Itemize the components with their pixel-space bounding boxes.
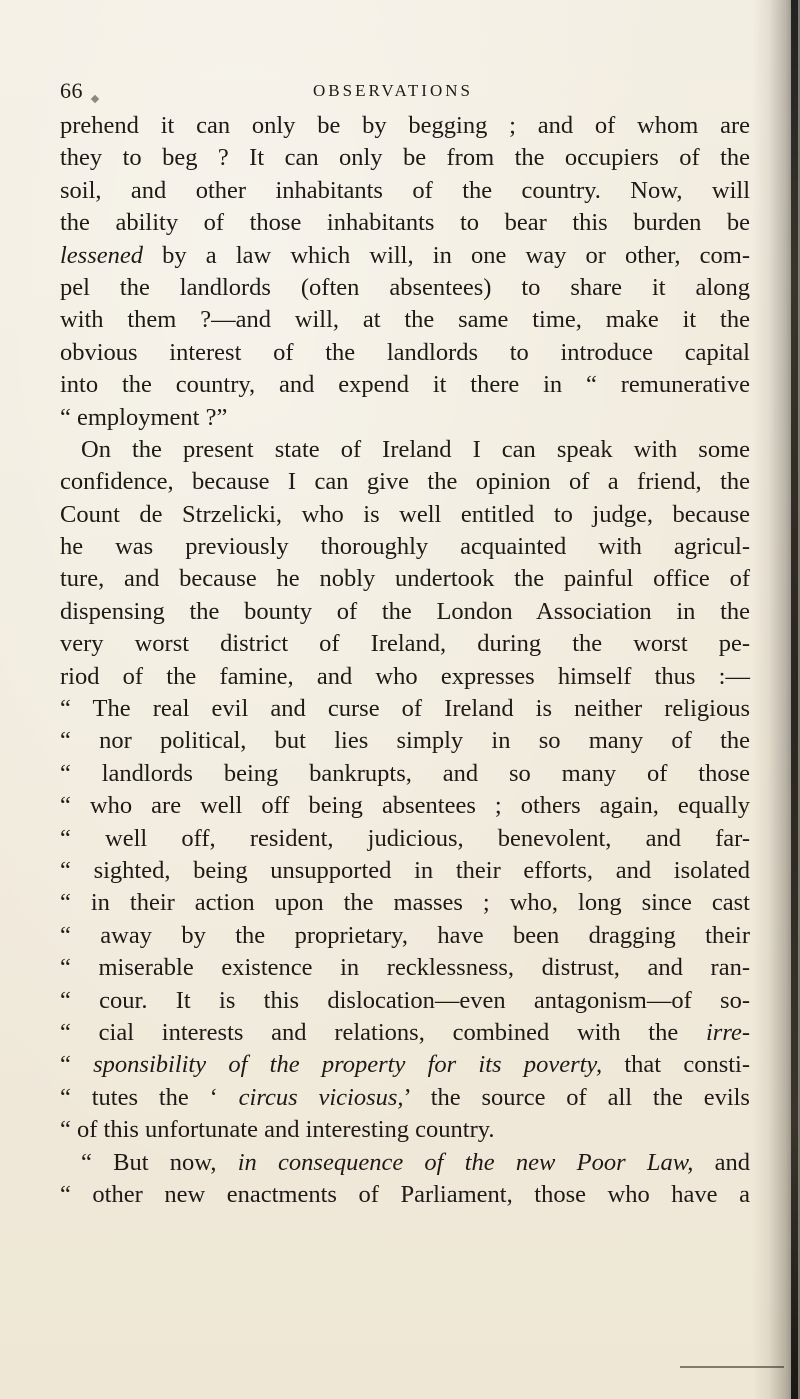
text-line <box>60 175 750 207</box>
text-line <box>60 920 750 952</box>
text-line <box>60 1049 750 1081</box>
text-line <box>60 758 750 790</box>
italic-text: irre- <box>706 1018 750 1046</box>
text-line <box>60 661 750 693</box>
text-segment: “ sighted, being unsupported in their efforts, and isolated <box>60 856 750 884</box>
text-segment: by a law which will, in one way or other, com- <box>143 241 750 269</box>
text-line <box>60 823 750 855</box>
text-line <box>60 369 750 401</box>
running-head: OBSERVATIONS <box>313 81 473 100</box>
text-line <box>60 887 750 919</box>
italic-text: sponsibility of the property for its poverty, <box>93 1051 603 1079</box>
text-line <box>60 499 750 531</box>
text-line <box>60 240 750 272</box>
text-segment: pel the landlords (often absentees) to share it along <box>60 273 750 301</box>
text-line <box>60 985 750 1017</box>
text-segment: obvious interest of the landlords to introduce capital <box>60 338 750 366</box>
page-number: 66 <box>60 78 83 103</box>
text-line <box>60 531 750 563</box>
text-segment: “ cour. It is this dislocation—even antagonism—of so- <box>60 986 750 1014</box>
text-segment: “ away by the proprietary, have been dragging their <box>60 921 750 949</box>
text-line <box>60 1147 750 1179</box>
italic-text: lessened <box>60 241 143 269</box>
text-segment: ’ the source of all the evils <box>403 1083 750 1111</box>
text-segment: “ who are well off being absentees ; others again, equally <box>60 792 750 820</box>
text-segment: confidence, because I can give the opinion of a friend, the <box>60 468 750 496</box>
text-line <box>60 466 750 498</box>
text-segment: he was previously thoroughly acquainted with agricul- <box>60 533 750 561</box>
text-line <box>60 1017 750 1049</box>
text-segment: “ employment ?” <box>60 403 228 431</box>
text-segment: and <box>693 1148 751 1176</box>
footer-rule <box>680 1366 784 1368</box>
text-segment: “ tutes the ‘ <box>60 1083 239 1111</box>
text-line <box>60 337 750 369</box>
spine-edge <box>791 0 798 1399</box>
text-line <box>60 628 750 660</box>
text-segment: “ other new enactments of Parliament, those who have a <box>60 1180 750 1208</box>
text-line <box>60 596 750 628</box>
text-line <box>60 1114 750 1146</box>
text-segment: “ nor political, but lies simply in so many of the <box>60 727 750 755</box>
text-segment: riod of the famine, and who expresses himself thus :— <box>60 662 750 690</box>
text-line <box>60 142 750 174</box>
page-header <box>60 78 750 108</box>
text-segment: they to beg ? It can only be from the occupiers of the <box>60 144 750 172</box>
text-segment: “ in their action upon the masses ; who, long since cast <box>60 889 750 917</box>
text-line <box>60 563 750 595</box>
text-segment: “ of this unfortunate and interesting country. <box>60 1116 495 1144</box>
text-segment: soil, and other inhabitants of the country. Now, will <box>60 176 750 204</box>
text-segment: very worst district of Ireland, during the worst pe- <box>60 630 750 658</box>
text-segment: dispensing the bounty of the London Association in the <box>60 597 750 625</box>
text-line <box>60 790 750 822</box>
text-line <box>60 434 750 466</box>
italic-text: in consequence of the new Poor Law, <box>237 1148 694 1176</box>
text-line <box>60 110 750 142</box>
text-segment: ture, and because he nobly undertook the painful office of <box>60 565 750 593</box>
text-segment: “ landlords being bankrupts, and so many of those <box>60 759 750 787</box>
text-line <box>60 693 750 725</box>
text-segment: Count de Strzelicki, who is well entitled to judge, because <box>60 500 750 528</box>
text-segment: On the present state of Ireland I can speak with some <box>81 435 750 463</box>
text-line <box>60 1179 750 1211</box>
text-segment: that consti- <box>602 1051 751 1079</box>
body-text <box>60 110 750 1211</box>
text-line <box>60 1082 750 1114</box>
italic-text: circus viciosus, <box>238 1083 404 1111</box>
text-segment: “ The real evil and curse of Ireland is neither religious <box>60 695 750 723</box>
text-line <box>60 304 750 336</box>
text-segment: with them ?—and will, at the same time, make it the <box>60 306 750 334</box>
text-segment: “ well off, resident, judicious, benevolent, and far- <box>60 824 750 852</box>
text-segment: “ cial interests and relations, combined with the <box>60 1018 706 1046</box>
text-line <box>60 402 750 434</box>
text-line <box>60 725 750 757</box>
text-line <box>60 272 750 304</box>
text-line <box>60 952 750 984</box>
text-line <box>60 207 750 239</box>
text-segment: “ But now, <box>81 1148 238 1176</box>
text-segment: “ <box>60 1051 94 1079</box>
text-segment: prehend it can only be by begging ; and of whom are <box>60 112 750 139</box>
text-segment: the ability of those inhabitants to bear this burden be <box>60 209 750 237</box>
text-segment: “ miserable existence in recklessness, distrust, and ran- <box>60 954 750 982</box>
text-line <box>60 855 750 887</box>
text-segment: into the country, and expend it there in “ remunerative <box>60 371 750 399</box>
